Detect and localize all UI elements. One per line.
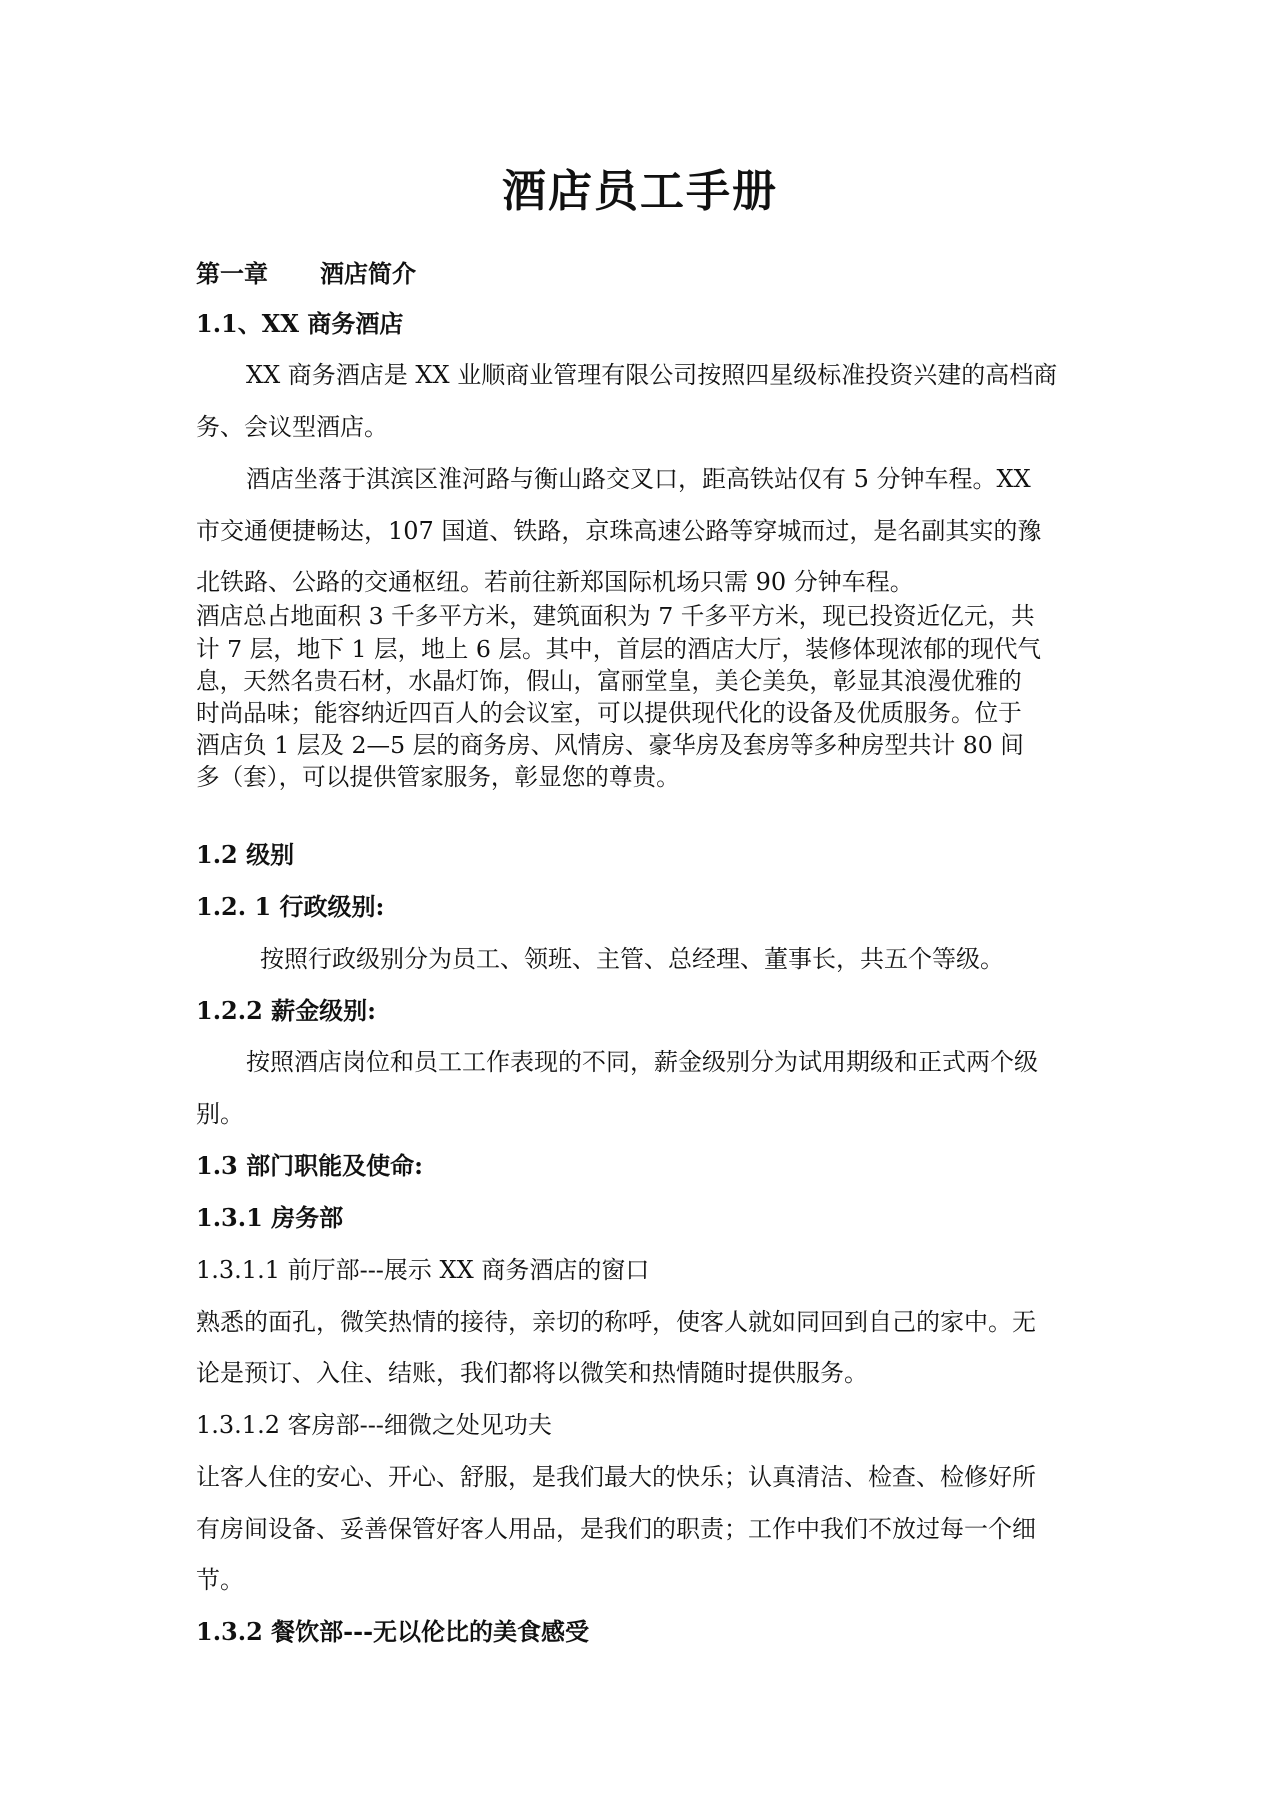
paragraph-line: 论是预订、入住、结账，我们都将以微笑和热情随时提供服务。 — [196, 1359, 868, 1387]
section-heading-1-1: 1.1、XX 商务酒店 — [196, 309, 404, 338]
paragraph-line: 酒店坐落于淇滨区淮河路与衡山路交叉口，距高铁站仅有 5 分钟车程。XX — [246, 465, 1031, 493]
document-title: 酒店员工手册 — [502, 166, 778, 217]
chapter-label: 第一章 — [196, 259, 268, 288]
chapter-heading — [196, 258, 416, 290]
paragraph-line: 市交通便捷畅达，107 国道、铁路，京珠高速公路等穿城而过，是名副其实的豫 — [196, 517, 1042, 545]
paragraph-line: 按照行政级别分为员工、领班、主管、总经理、董事长，共五个等级。 — [260, 945, 1004, 973]
paragraph-line: 酒店负 1 层及 2—5 层的商务房、风情房、豪华房及套房等多种房型共计 80 间 — [196, 731, 1024, 759]
paragraph-line: 熟悉的面孔，微笑热情的接待，亲切的称呼，使客人就如同回到自己的家中。无 — [196, 1308, 1036, 1336]
subsection-heading-1-2-1: 1.2. 1 行政级别: — [196, 892, 385, 921]
paragraph-line: 让客人住的安心、开心、舒服，是我们最大的快乐；认真清洁、检查、检修好所 — [196, 1463, 1036, 1491]
paragraph-line: 息，天然名贵石材，水晶灯饰，假山，富丽堂皇，美仑美奂，彰显其浪漫优雅的 — [196, 667, 1022, 695]
subsubsection-heading-1-3-1-2: 1.3.1.2 客房部---细微之处见功夫 — [196, 1411, 552, 1439]
paragraph-line: 多（套），可以提供管家服务，彰显您的尊贵。 — [196, 763, 680, 791]
subsection-heading-1-2-2: 1.2.2 薪金级别: — [196, 996, 377, 1025]
paragraph-line: 时尚品味；能容纳近四百人的会议室，可以提供现代化的设备及优质服务。位于 — [196, 699, 1022, 727]
paragraph-line: 务、会议型酒店。 — [196, 413, 388, 441]
paragraph-line: XX 商务酒店是 XX 业顺商业管理有限公司按照四星级标准投资兴建的高档商 — [246, 361, 1058, 389]
paragraph-line: 计 7 层，地下 1 层，地上 6 层。其中，首层的酒店大厅，装修体现浓郁的现代气 — [196, 635, 1042, 663]
paragraph-line: 节。 — [196, 1566, 244, 1594]
subsection-heading-1-3-2: 1.3.2 餐饮部---无以伦比的美食感受 — [196, 1617, 590, 1646]
paragraph-line: 有房间设备、妥善保管好客人用品，是我们的职责；工作中我们不放过每一个细 — [196, 1515, 1036, 1543]
subsection-heading-1-3-1: 1.3.1 房务部 — [196, 1203, 344, 1232]
paragraph-line: 按照酒店岗位和员工工作表现的不同，薪金级别分为试用期级和正式两个级 — [246, 1048, 1038, 1076]
chapter-name: 酒店简介 — [320, 259, 416, 288]
paragraph-line: 酒店总占地面积 3 千多平方米，建筑面积为 7 千多平方米，现已投资近亿元，共 — [196, 602, 1035, 630]
paragraph-line: 北铁路、公路的交通枢纽。若前往新郑国际机场只需 90 分钟车程。 — [196, 568, 914, 596]
paragraph-line: 别。 — [196, 1100, 244, 1128]
section-heading-1-3: 1.3 部门职能及使命: — [196, 1151, 423, 1180]
subsubsection-heading-1-3-1-1: 1.3.1.1 前厅部---展示 XX 商务酒店的窗口 — [196, 1256, 650, 1284]
section-heading-1-2: 1.2 级别 — [196, 840, 295, 869]
